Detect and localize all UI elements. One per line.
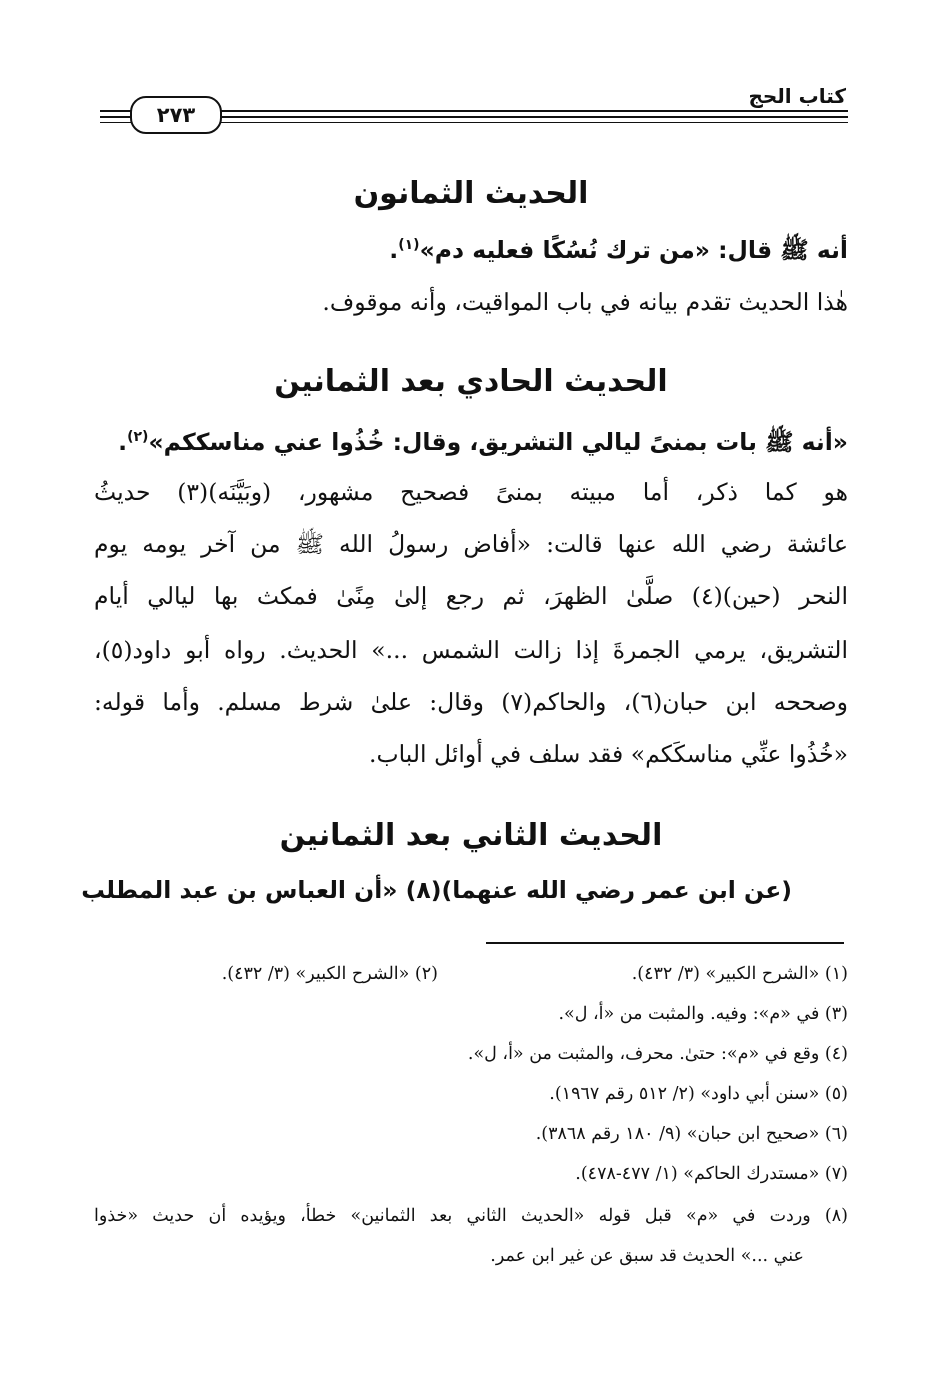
hadith-text [94, 428, 848, 462]
footnote-8: (٨) وردت في «م» قبل قوله «الحديث الثاني بعد الثمانين» خطأ، ويؤيده أن حديث «خذوا [94, 1206, 848, 1226]
footnote-4: (٤) وقع في «م»: حتىٰ. محرف، والمثبت من «أ، ل». [467, 1044, 848, 1064]
hadith-quote: «أنه ﷺ بات بمنىً ليالي التشريق، وقال: خُذُوا عني مناسككم» [148, 428, 848, 456]
section-heading: الحديث الحادي بعد الثمانين [274, 364, 668, 399]
paragraph-line: «خُذُوا عنِّي مناسكَكم» فقد سلف في أوائل الباب. [369, 740, 848, 768]
page-number: ٢٧٣ [130, 96, 222, 134]
footnote-line [94, 964, 848, 984]
paragraph-line: هو كما ذكر، أما مبيته بمنىً فصحيح مشهور، (وبَيَّنَه)(٣) حديثُ [94, 478, 848, 506]
paragraph-line: التشريق، يرمي الجمرةَ إذا زالت الشمس ...» الحديث. رواه أبو داود(٥)، [94, 636, 848, 664]
punctuation: . [389, 236, 399, 264]
paragraph-line: عائشة رضي الله عنها قالت: «أفاض رسولُ الله ﷺ من آخر يومه يوم [94, 530, 848, 558]
paragraph-line: هٰذا الحديث تقدم بيانه في باب المواقيت، وأنه موقوف. [322, 288, 848, 316]
footnote-3: (٣) في «م»: وفيه. والمثبت من «أ، ل». [558, 1004, 848, 1024]
page-header [100, 84, 848, 134]
footnote-6: (٦) «صحيح ابن حبان» (٩/ ١٨٠ رقم ٣٨٦٨). [535, 1124, 848, 1144]
footnote-5: (٥) «سنن أبي داود» (٢/ ٥١٢ رقم ١٩٦٧). [549, 1084, 848, 1104]
footnote-8-continued: عني ...» الحديث قد سبق عن غير ابن عمر. [490, 1246, 804, 1266]
footnote-2: (٢) «الشرح الكبير» (٣/ ٤٣٢). [221, 964, 438, 984]
paragraph-line: النحر (حين)(٤) صلَّىٰ الظهرَ، ثم رجع إلىٰ مِنًىٰ فمكث بها ليالي أيام [94, 582, 848, 610]
section-heading: الحديث الثمانون [353, 176, 589, 211]
footnote-marker: (١) [398, 237, 420, 254]
footnote-separator [486, 942, 844, 944]
footnote-1: (١) «الشرح الكبير» (٣/ ٤٣٢). [631, 964, 848, 984]
hadith-text [94, 236, 848, 270]
hadith-text: (عن ابن عمر رضي الله عنهما)(٨) «أن العباس بن عبد المطلب [81, 876, 792, 904]
paragraph-line: وصححه ابن حبان(٦)، والحاكم(٧) وقال: علىٰ شرط مسلم. وأما قوله: [94, 688, 849, 716]
footnote-7: (٧) «مستدرك الحاكم» (١/ ٤٧٧-٤٧٨). [575, 1164, 848, 1184]
footnote-marker: (٢) [127, 429, 149, 446]
section-heading: الحديث الثاني بعد الثمانين [279, 818, 663, 853]
hadith-quote: أنه ﷺ قال: «من ترك نُسُكًا فعليه دم» [419, 236, 848, 264]
book-title: كتاب الحج [740, 84, 846, 108]
punctuation: . [118, 428, 128, 456]
